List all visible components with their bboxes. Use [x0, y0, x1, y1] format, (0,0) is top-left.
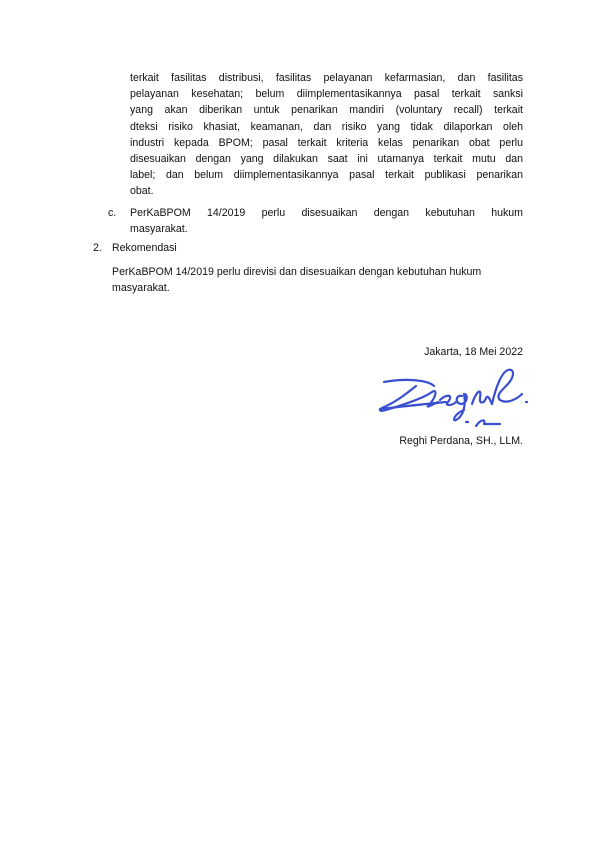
paragraph-line: PerKaBPOM 14/2019 perlu direvisi dan disesuaikan dengan kebutuhan hukum	[112, 266, 482, 278]
handwritten-signature	[376, 364, 536, 436]
paragraph-line: obat.	[130, 185, 154, 198]
continuation-paragraph	[130, 70, 523, 200]
paragraph-line: pelayanan kesehatan; belum diimplementasikannya pasal terkait sanksi	[130, 88, 523, 101]
paragraph-line: industri kepada BPOM; pasal terkait kriteria kelas penarikan obat perlu	[130, 136, 523, 149]
section-heading: Rekomendasi	[112, 242, 177, 254]
paragraph-line: label; dan belum diimplementasikannya pasal terkait publikasi penarikan	[130, 169, 523, 182]
list-marker-c: c.	[108, 207, 117, 219]
paragraph-line: masyarakat.	[130, 223, 188, 236]
section-number: 2.	[93, 242, 102, 254]
paragraph-line: dteksi risiko khasiat, keamanan, dan risiko yang tidak dilaporkan oleh	[130, 120, 523, 133]
place-date: Jakarta, 18 Mei 2022	[424, 346, 523, 358]
signer-name: Reghi Perdana, SH., LLM.	[399, 435, 523, 447]
paragraph-line: terkait fasilitas distribusi, fasilitas pelayanan kefarmasian, dan fasilitas	[130, 72, 523, 84]
recommendation-paragraph	[112, 264, 524, 296]
paragraph-line: masyarakat.	[112, 282, 170, 295]
paragraph-line: yang akan diberikan untuk penarikan mandiri (voluntary recall) terkait	[130, 104, 523, 117]
paragraph-line: PerKaBPOM 14/2019 perlu disesuaikan dengan kebutuhan hukum	[130, 207, 523, 219]
paragraph-line: disesuaikan dengan yang dilakukan saat ini utamanya terkait mutu dan	[130, 153, 523, 166]
list-item-c	[130, 205, 523, 237]
